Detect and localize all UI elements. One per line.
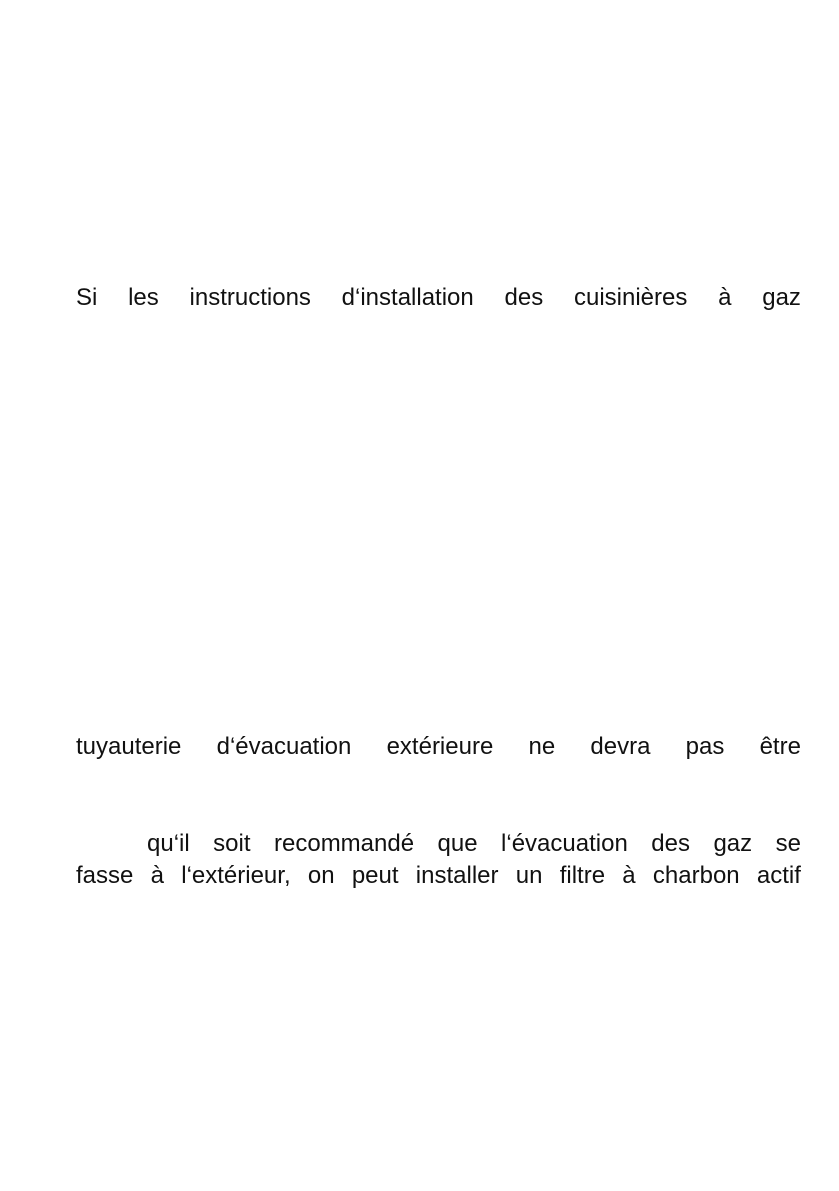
word: à [150, 862, 164, 889]
word: qu‘il [147, 830, 190, 857]
word: extérieure [386, 733, 494, 760]
word: d‘évacuation [216, 733, 352, 760]
word: devra [590, 733, 651, 760]
word: instructions [189, 284, 311, 311]
word: fasse [76, 862, 134, 889]
word: Si [76, 284, 98, 311]
word: tuyauterie [76, 733, 182, 760]
word: installer [415, 862, 499, 889]
word: un [515, 862, 543, 889]
word: actif [756, 862, 801, 889]
word: on [307, 862, 335, 889]
word: gaz [713, 830, 753, 857]
word: peut [351, 862, 399, 889]
word: charbon [652, 862, 740, 889]
word: filtre [559, 862, 606, 889]
word: pas [685, 733, 725, 760]
word: l‘extérieur, [181, 862, 291, 889]
word: cuisinières [573, 284, 688, 311]
word: l‘évacuation [501, 830, 628, 857]
text-line-2 [76, 732, 801, 762]
word: se [775, 830, 801, 857]
word: ne [528, 733, 556, 760]
word: soit [213, 830, 251, 857]
word: à [718, 284, 732, 311]
word: à [622, 862, 636, 889]
word: des [651, 830, 690, 857]
text-line-4 [76, 861, 801, 891]
word: être [759, 733, 801, 760]
word: les [128, 284, 159, 311]
word: des [504, 284, 544, 311]
word: d‘installation [341, 284, 474, 311]
word: gaz [762, 284, 801, 311]
text-line-1 [76, 283, 801, 313]
text-line-3 [147, 829, 801, 859]
word: recommandé [274, 830, 415, 857]
word: que [437, 830, 478, 857]
